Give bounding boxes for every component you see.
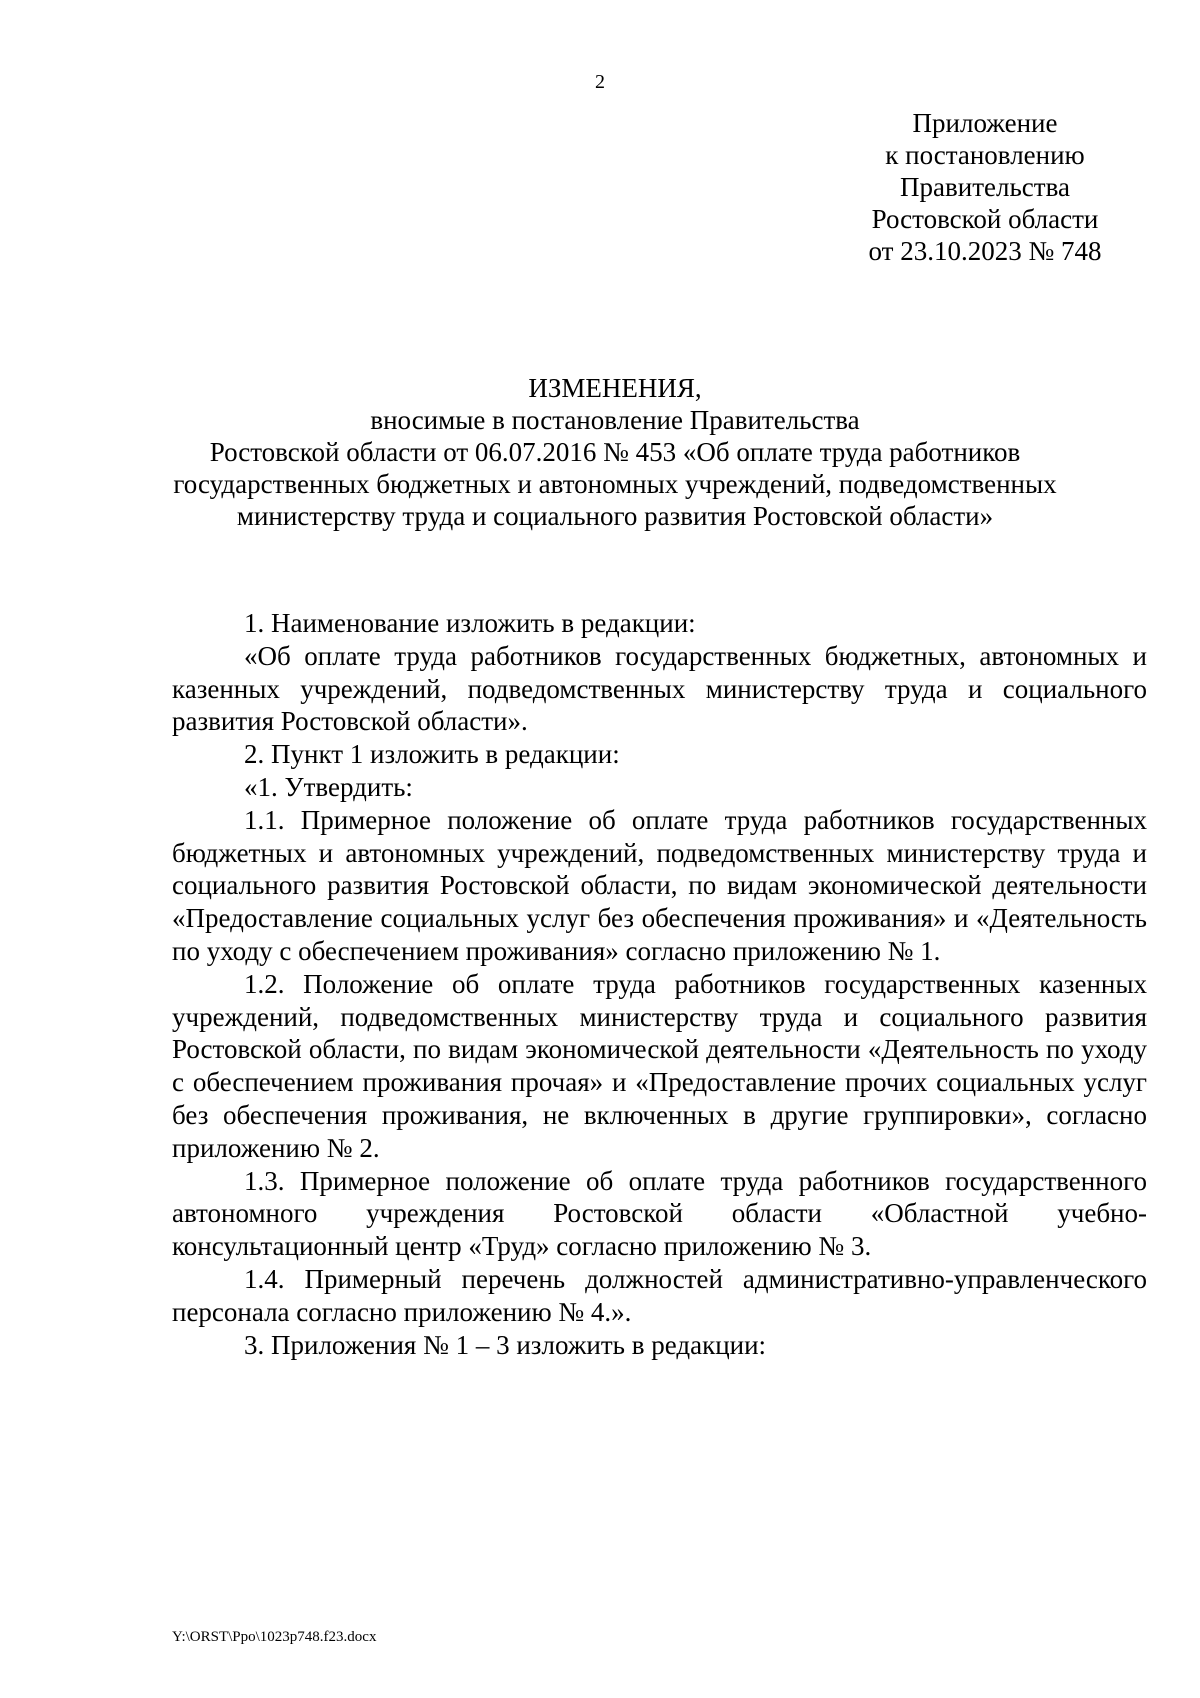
appendix-date-number: от 23.10.2023 № 748 (868, 236, 1102, 266)
paragraph: «1. Утвердить: (244, 771, 413, 802)
appendix-block (820, 107, 1150, 267)
paragraph: 1.3. Примерное положение об оплате труда работников государственного автономного учреждения Ростовской области «Областной учебно-консультационный центр «Труд» согласно приложению № 3. (172, 1165, 1147, 1262)
title-line: министерству труда и социального развития Ростовской области» (236, 501, 994, 531)
appendix-line: Ростовской области (871, 204, 1099, 234)
paragraph: 1.2. Положение об оплате труда работников государственных казенных учреждений, подведомственных министерству труда и социального развития Ростовской области, по видам экономической деятельности «Деятельность по уходу с обеспечением проживания прочая» и «Предоставление прочих социальных услуг без обеспечения проживания, не включенных в другие группировки», согласно приложению № 2. (172, 968, 1147, 1163)
title-line: Ростовской области от 06.07.2016 № 453 «Об оплате труда работников (209, 437, 1021, 467)
title-line: государственных бюджетных и автономных учреждений, подведомственных (173, 469, 1057, 499)
paragraph: 1.1. Примерное положение об оплате труда работников государственных бюджетных и автономных учреждений, подведомственных министерству труда и социального развития Ростовской области, по видам экономической деятельности «Предоставление социальных услуг без обеспечения проживания» и «Деятельность по уходу с обеспечением проживания» согласно приложению № 1. (172, 804, 1147, 966)
title-heading: ИЗМЕНЕНИЯ, (528, 373, 702, 403)
paragraph: «Об оплате труда работников государственных бюджетных, автономных и казенных учреждений, подведомственных министерству труда и социального развития Ростовской области». (172, 640, 1147, 737)
file-path-footer: Y:\ORST\Ppo\1023p748.f23.docx (172, 1629, 377, 1645)
paragraph: 3. Приложения № 1 – 3 изложить в редакции: (244, 1329, 767, 1360)
document-body (172, 607, 1147, 1361)
appendix-line: к постановлению (885, 140, 1085, 170)
paragraph: 1.4. Примерный перечень должностей административно-управленческого персонала согласно приложению № 4.». (172, 1263, 1147, 1327)
document-title (150, 372, 1080, 532)
appendix-line: Правительства (900, 172, 1070, 202)
page-number: 2 (595, 71, 605, 93)
appendix-line: Приложение (912, 108, 1058, 138)
title-line: вносимые в постановление Правительства (370, 405, 860, 435)
paragraph: 2. Пункт 1 изложить в редакции: (244, 739, 620, 770)
paragraph: 1. Наименование изложить в редакции: (244, 608, 696, 638)
